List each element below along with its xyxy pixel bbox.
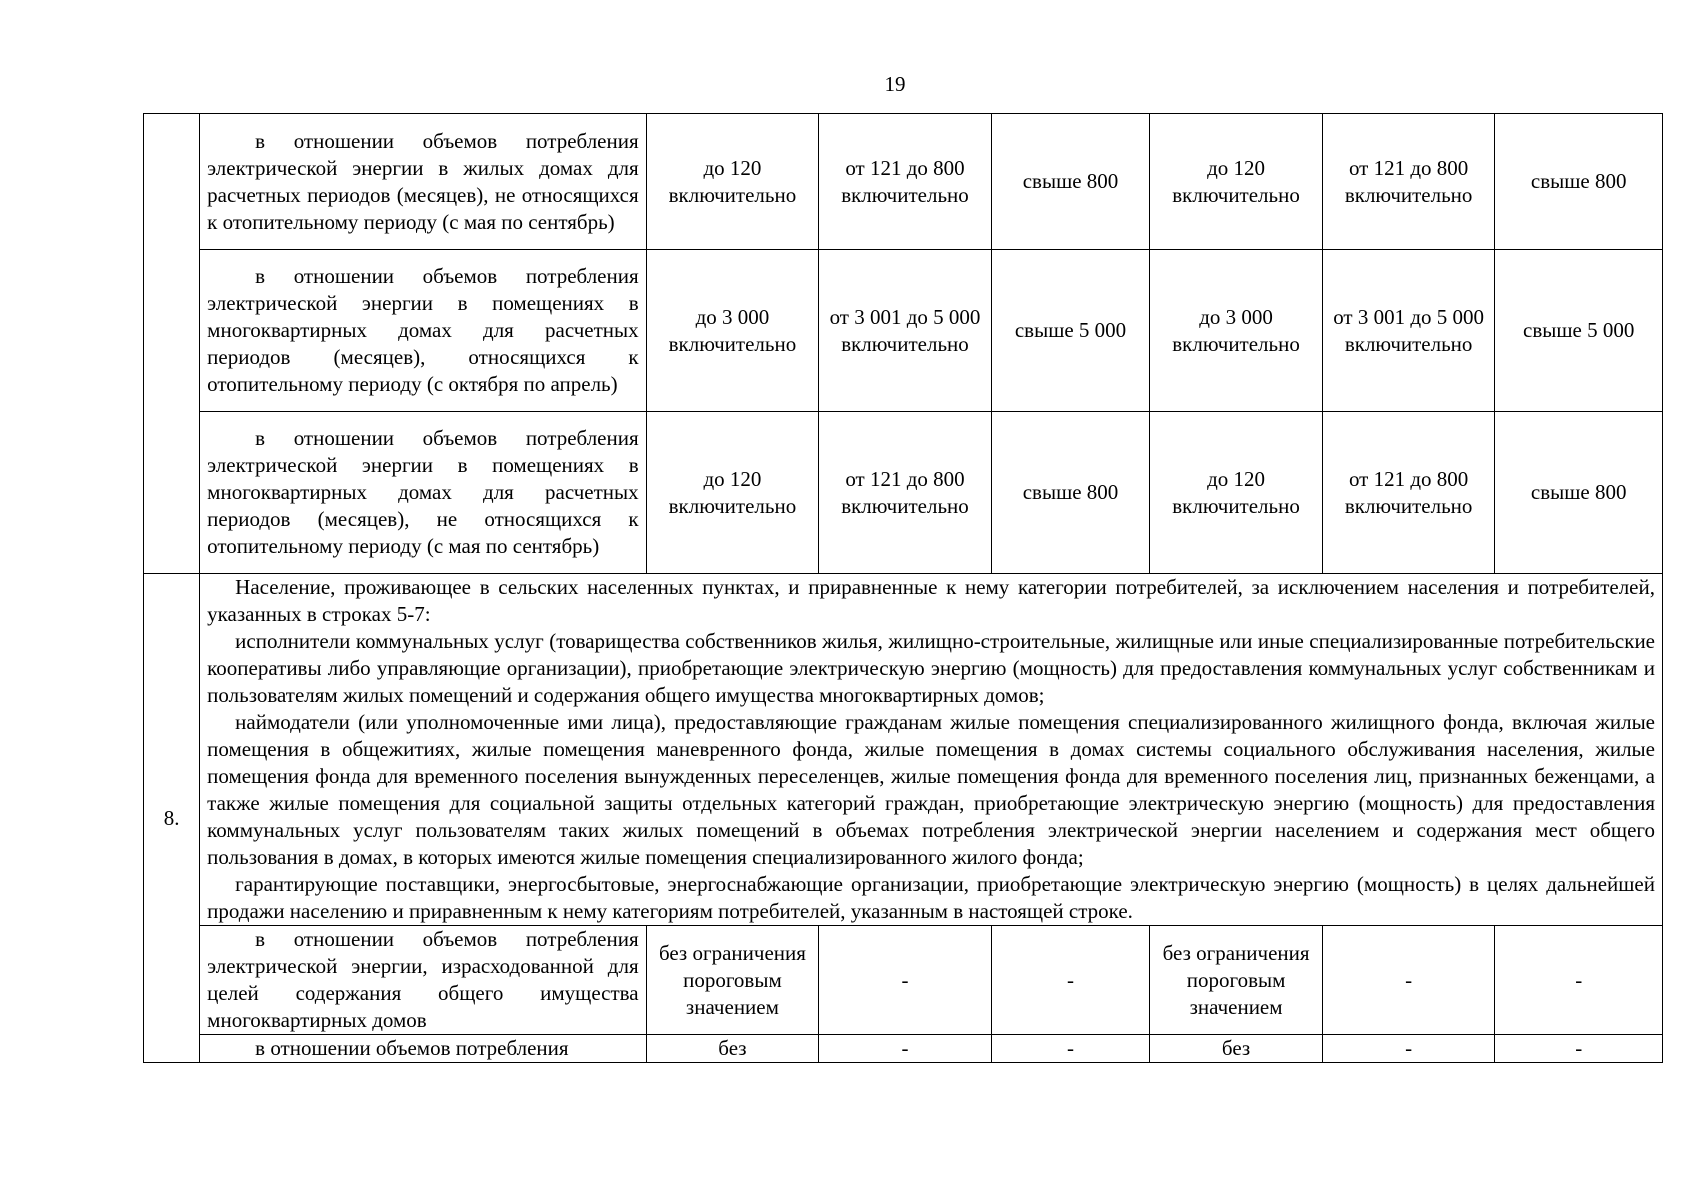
row-description: в отношении объемов потребления электрической энергии в жилых домах для расчетных периодов (месяцев), не относящихся к отопительному периоду (с мая по сентябрь): [200, 114, 646, 250]
value-cell: до 120 включительно: [646, 412, 819, 574]
value-cell: от 121 до 800 включительно: [1322, 412, 1495, 574]
value-cell: без ограничения пороговым значением: [646, 926, 819, 1035]
value-cell: от 121 до 800 включительно: [819, 114, 992, 250]
row-description: в отношении объемов потребления: [200, 1035, 646, 1063]
row-description: в отношении объемов потребления электрической энергии в помещениях в многоквартирных домах для расчетных периодов (месяцев), не относящихся к отопительному периоду (с мая по сентябрь): [200, 412, 646, 574]
section-8-paragraph: Население, проживающее в сельских населенных пунктах, и приравненные к нему категории потребителей, за исключением населения и потребителей, указанных в строках 5-7:: [207, 575, 1655, 626]
value-cell: -: [819, 1035, 992, 1063]
value-cell: свыше 5 000: [991, 250, 1150, 412]
value-cell: от 121 до 800 включительно: [1322, 114, 1495, 250]
row-number-cell: [144, 114, 200, 574]
value-cell: -: [991, 1035, 1150, 1063]
value-cell: свыше 800: [991, 412, 1150, 574]
value-cell: -: [1322, 1035, 1495, 1063]
section-8-paragraph: наймодатели (или уполномоченные ими лица), предоставляющие гражданам жилые помещения специализированного жилищного фонда, включая жилые помещения в общежитиях, жилые помещения маневренного фонда, жилые помещения в домах системы социального обслуживания населения, жилые помещения фонда для временного поселения вынужденных переселенцев, жилые помещения фонда для временного поселения лиц, признанных беженцами, а также жилые помещения для социальной защиты отдельных категорий граждан, приобретающие электрическую энергию (мощность) для предоставления коммунальных услуг пользователям таких жилых помещений в объемах потребления электрической энергии населением и содержания мест общего пользования в домах, в которых имеются жилые помещения специализированного жилого фонда;: [207, 710, 1655, 869]
value-cell: до 120 включительно: [1150, 412, 1323, 574]
value-cell: до 3 000 включительно: [646, 250, 819, 412]
value-cell: -: [1322, 926, 1495, 1035]
value-cell: до 120 включительно: [646, 114, 819, 250]
tariff-table: [143, 113, 1663, 1063]
table-row: [144, 1035, 1663, 1063]
table-row: [144, 412, 1663, 574]
value-cell: без: [1150, 1035, 1323, 1063]
section-8-paragraph: исполнители коммунальных услуг (товарищества собственников жилья, жилищно-строительные, жилищные или иные специализированные потребительские кооперативы либо управляющие организации), приобретающие электрическую энергию (мощность) для предоставления коммунальных услуг собственникам и пользователям жилых помещений и содержания общего имущества многоквартирных домов;: [207, 629, 1655, 707]
value-cell: от 121 до 800 включительно: [819, 412, 992, 574]
value-cell: -: [819, 926, 992, 1035]
row-description: в отношении объемов потребления электрической энергии, израсходованной для целей содержания общего имущества многоквартирных домов: [200, 926, 646, 1035]
value-cell: свыше 800: [991, 114, 1150, 250]
value-cell: -: [1495, 1035, 1663, 1063]
value-cell: свыше 800: [1495, 114, 1663, 250]
value-cell: без: [646, 1035, 819, 1063]
section-8-text: [200, 574, 1663, 926]
row-description: в отношении объемов потребления электрической энергии в помещениях в многоквартирных домах для расчетных периодов (месяцев), относящихся к отопительному периоду (с октября по апрель): [200, 250, 646, 412]
value-cell: до 120 включительно: [1150, 114, 1323, 250]
value-cell: -: [991, 926, 1150, 1035]
section-8-paragraph: гарантирующие поставщики, энергосбытовые, энергоснабжающие организации, приобретающие электрическую энергию (мощность) в целях дальнейшей продажи населению и приравненным к нему категориям потребителей, указанным в настоящей строке.: [207, 872, 1655, 923]
section-number: 8.: [144, 574, 200, 1063]
value-cell: свыше 800: [1495, 412, 1663, 574]
table-row: [144, 250, 1663, 412]
value-cell: свыше 5 000: [1495, 250, 1663, 412]
section-8-header-row: [144, 574, 1663, 926]
page-number: 19: [884, 72, 906, 96]
value-cell: до 3 000 включительно: [1150, 250, 1323, 412]
value-cell: от 3 001 до 5 000 включительно: [1322, 250, 1495, 412]
value-cell: без ограничения пороговым значением: [1150, 926, 1323, 1035]
table-row: [144, 926, 1663, 1035]
table-row: [144, 114, 1663, 250]
value-cell: от 3 001 до 5 000 включительно: [819, 250, 992, 412]
value-cell: -: [1495, 926, 1663, 1035]
